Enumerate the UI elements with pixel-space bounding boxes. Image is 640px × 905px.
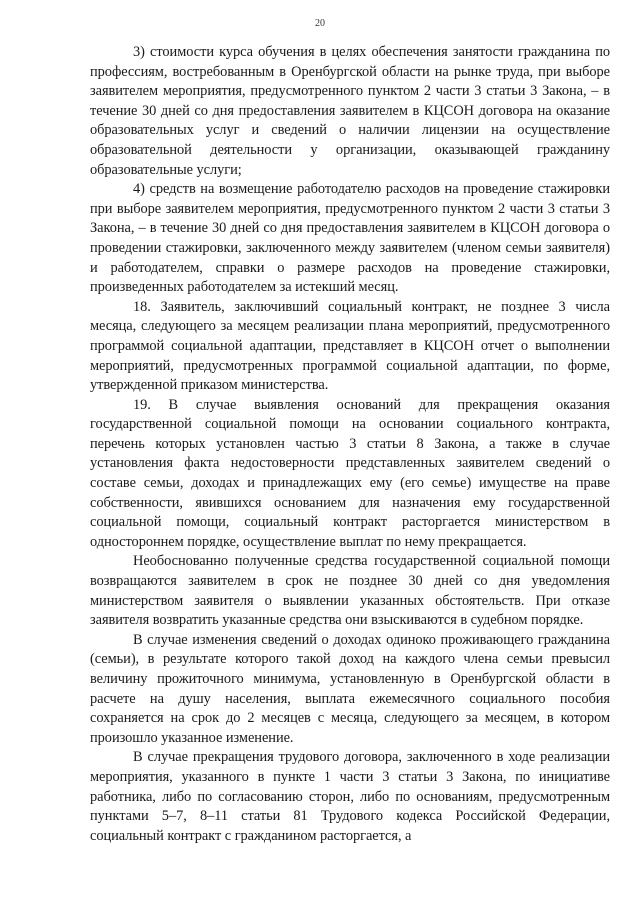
paragraph-clause-19: 19. В случае выявления оснований для прекращения оказания государственной социальной помощи на основании социального контракта, перечень которых установлен частью 3 статьи 8 Закона, а также в случае установления факта недостоверности представленных заявителем сведений о составе семьи, доходах и принадлежащих ему (его семье) имуществе на праве собственности, явившихся основанием для назначения ему государственной социальной помощи, социальный контракт расторгается министерством в одностороннем порядке, осуществление выплат по нему прекращается. xyxy=(90,396,610,550)
paragraph-refund-of-funds: Необоснованно полученные средства государственной социальной помощи возвращаются заявителем в срок не позднее 30 дней со дня уведомления министерством заявителя о выявлении указанных обстоятельств. При отказе заявителя возвратить указанные средства они взыскиваются в судебном порядке. xyxy=(90,553,610,629)
paragraph-item-4-internship-costs: 4) средств на возмещение работодателю расходов на проведение стажировки при выборе заявителем мероприятия, предусмотренного пунктом 2 части 3 статьи 3 Закона, – в течение 30 дней со дня предоставления заявителем в КЦСОН договора о проведении стажировки, заключенного между заявителем (членом семьи заявителя) и работодателем, справки о размере расходов на проведение стажировки, произведенных работодателем за истекший месяц. xyxy=(90,181,610,296)
document-body xyxy=(90,43,610,846)
paragraph-employment-termination: В случае прекращения трудового договора, заключенного в ходе реализации мероприятия, указанного в пункте 1 части 3 статьи 3 Закона, по инициативе работника, либо по согласованию сторон, либо по основаниям, предусмотренным пунктами 5–7, 8–11 статьи 81 Трудового кодекса Российской Федерации, социальный контракт с гражданином расторгается, а xyxy=(90,749,610,844)
paragraph-item-3-course-cost: 3) стоимости курса обучения в целях обеспечения занятости гражданина по профессиям, востребованным в Оренбургской области на рынке труда, при выборе заявителем мероприятия, предусмотренного пунктом 2 части 3 статьи 3 Закона, – в течение 30 дней со дня предоставления заявителем в КЦСОН договора на оказание образовательных услуг и сведений о наличии лицензии на осуществление образовательной деятельности у организации, оказывающей гражданину образовательные услуги; xyxy=(90,44,610,178)
paragraph-clause-18: 18. Заявитель, заключивший социальный контракт, не позднее 3 числа месяца, следующего за месяцем реализации плана мероприятий, предусмотренного программой социальной адаптации, представляет в КЦСОН отчет о выполнении мероприятий, предусмотренных программой социальной адаптации, по форме, утвержденной приказом министерства. xyxy=(90,298,610,394)
page-number: 20 xyxy=(315,18,325,29)
paragraph-income-change: В случае изменения сведений о доходах одиноко проживающего гражданина (семьи), в результате которого такой доход на каждого члена семьи превысил величину прожиточного минимума, установленную в Оренбургской области в расчете на душу населения, выплата ежемесячного социального пособия сохраняется на срок до 2 месяцев с месяца, следующего за месяцем, в котором произошло указанное изменение. xyxy=(90,631,610,746)
